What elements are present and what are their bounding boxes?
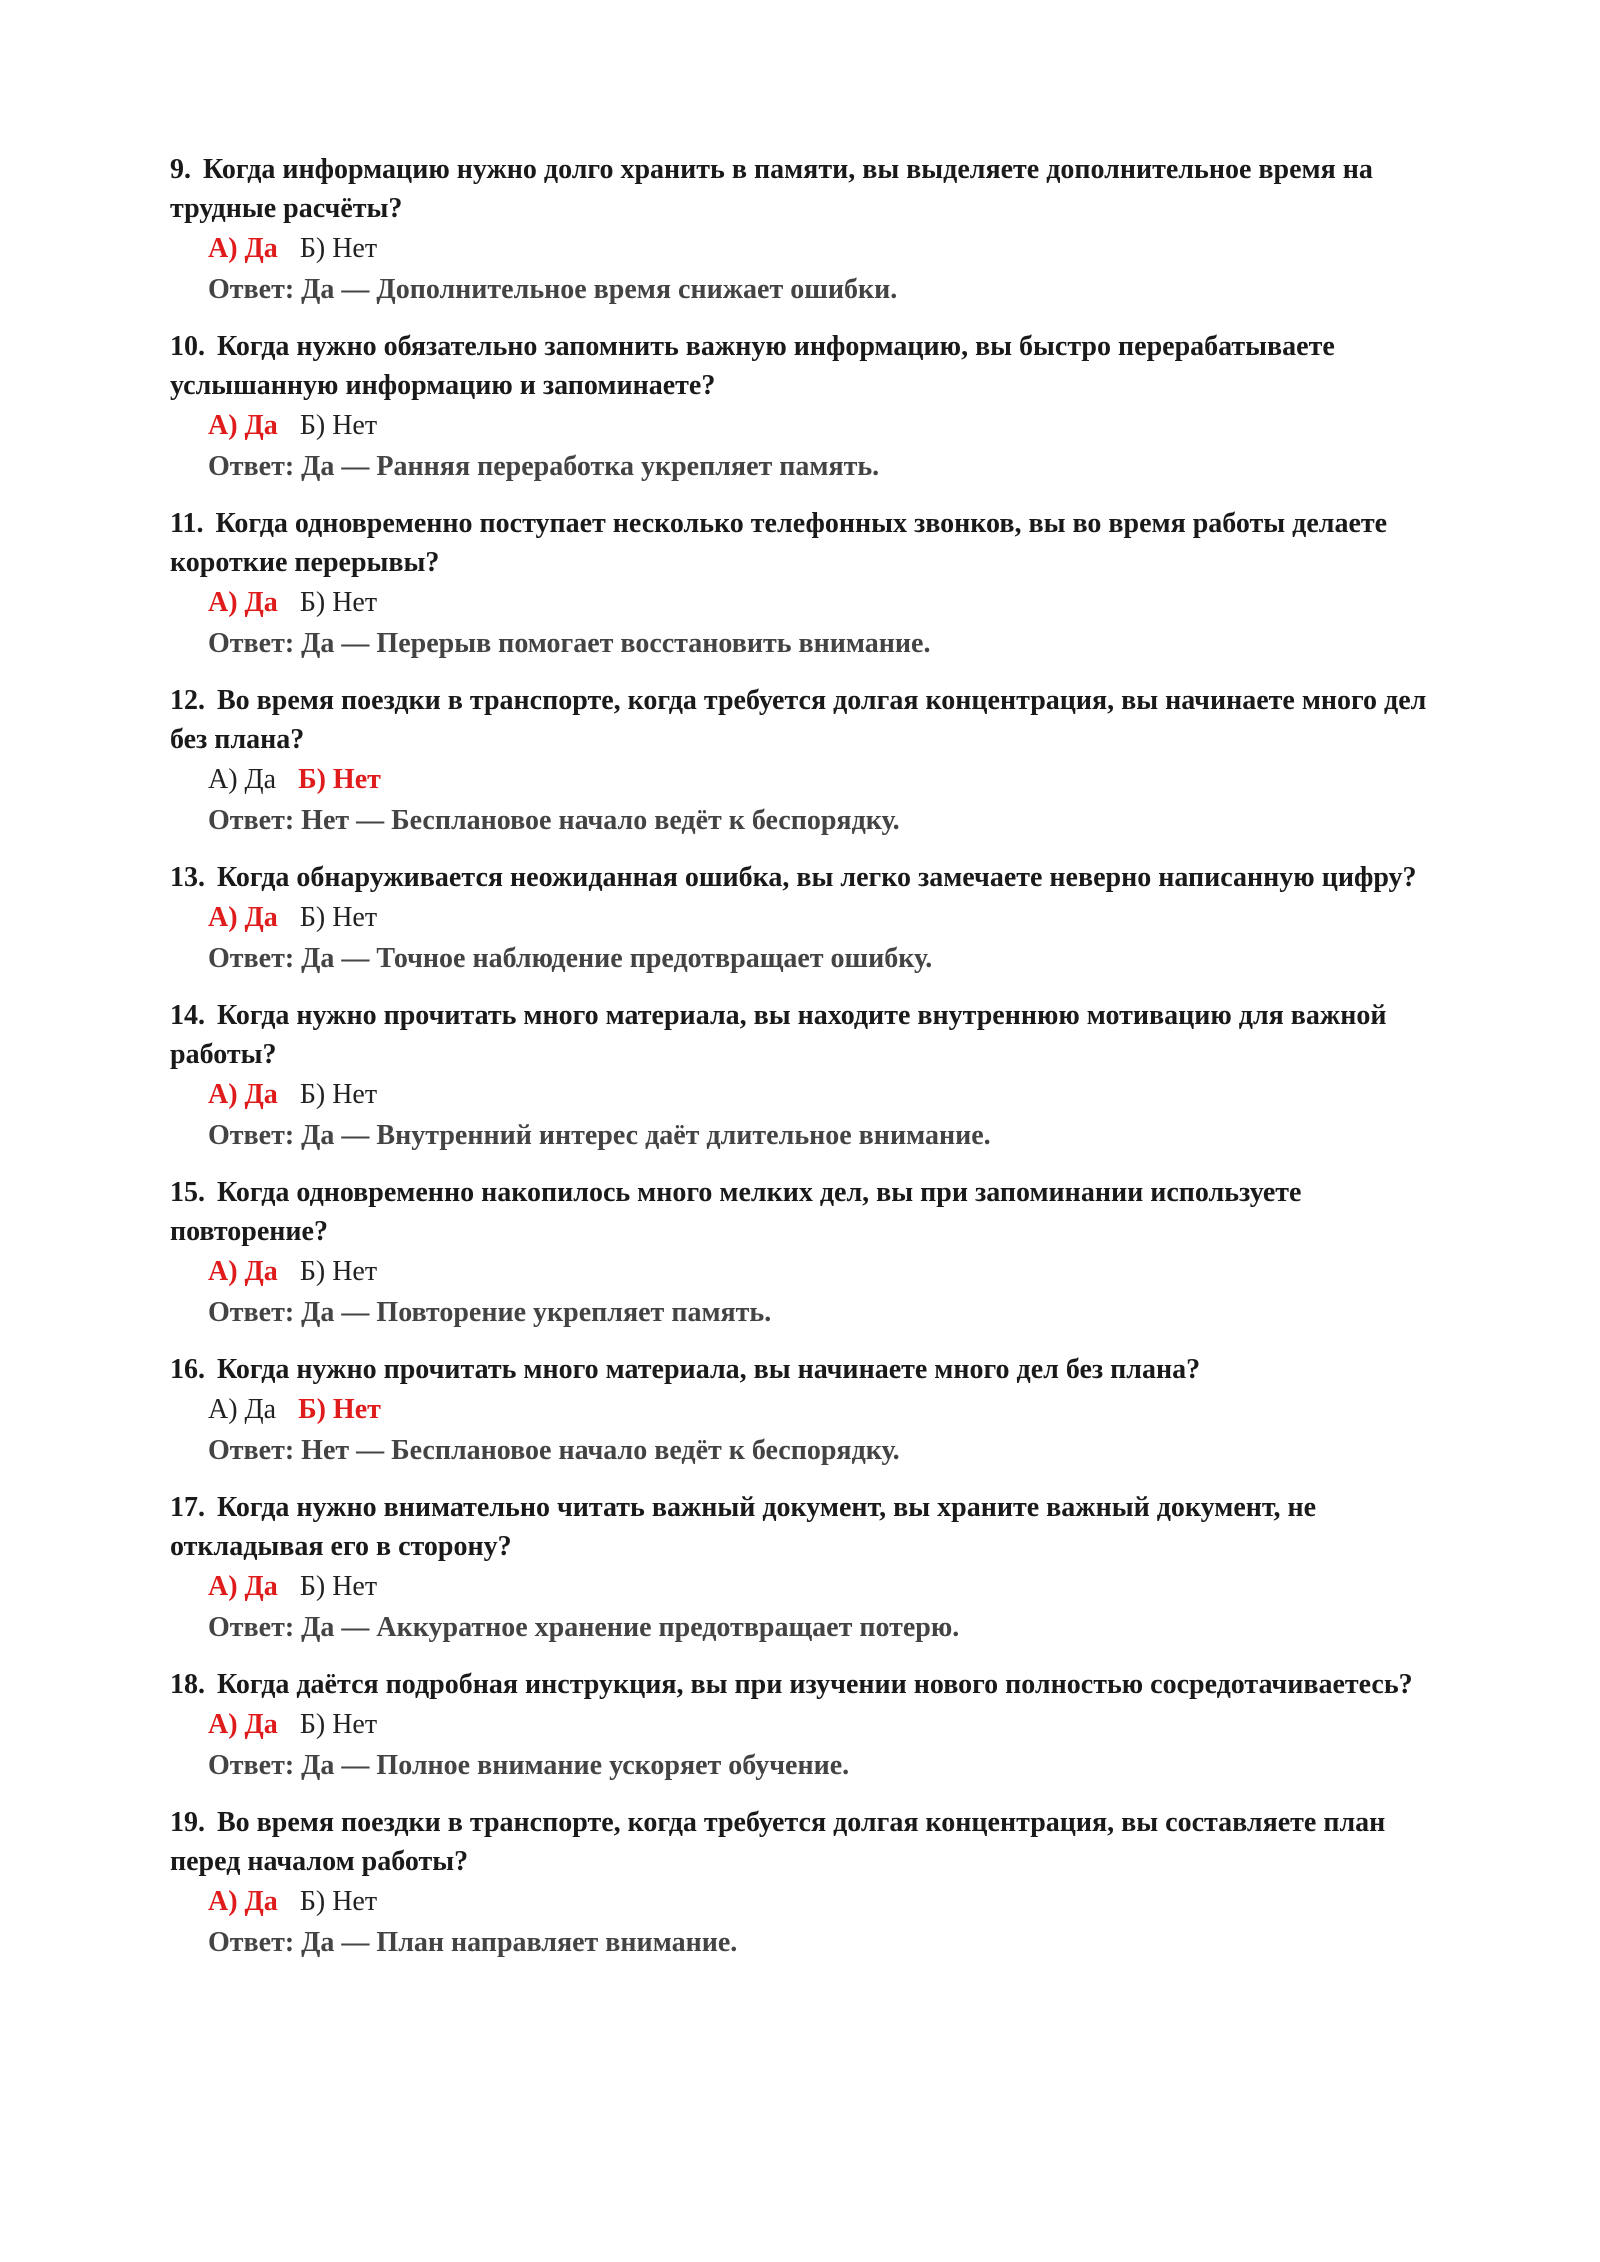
- question-item: [170, 1665, 1440, 1786]
- question-item: [170, 150, 1440, 310]
- question-item: [170, 858, 1440, 979]
- answer-explanation: Ответ: Да — Ранняя переработка укрепляет память.: [208, 451, 880, 482]
- option-b[interactable]: Б) Нет: [299, 1079, 378, 1110]
- question-text: [170, 681, 1440, 759]
- question-item: [170, 504, 1440, 664]
- option-b[interactable]: Б) Нет: [298, 1394, 381, 1425]
- option-b[interactable]: Б) Нет: [299, 1886, 378, 1917]
- question-body: Когда информацию нужно долго хранить в памяти, вы выделяете дополнительное время на трудные расчёты?: [170, 154, 1373, 224]
- question-number: 9.: [170, 154, 191, 185]
- question-number: 19.: [170, 1807, 205, 1838]
- option-b[interactable]: Б) Нет: [299, 902, 378, 933]
- question-text: [170, 1803, 1440, 1881]
- question-number: 18.: [170, 1669, 205, 1700]
- option-b[interactable]: Б) Нет: [299, 1256, 378, 1287]
- answer-explanation: Ответ: Да — Полное внимание ускоряет обучение.: [208, 1750, 850, 1781]
- option-a[interactable]: А) Да: [208, 1571, 278, 1602]
- answer-options: [208, 1704, 1440, 1746]
- option-a[interactable]: А) Да: [208, 1394, 277, 1425]
- answer-explanation: Ответ: Нет — Бесплановое начало ведёт к беспорядку.: [208, 805, 900, 836]
- question-text: [170, 996, 1440, 1074]
- option-b[interactable]: Б) Нет: [299, 410, 378, 441]
- question-text: [170, 858, 1440, 897]
- answer-options: [208, 405, 1440, 447]
- answer-options: [208, 228, 1440, 270]
- question-item: [170, 1173, 1440, 1333]
- option-b[interactable]: Б) Нет: [299, 587, 378, 618]
- option-a[interactable]: А) Да: [208, 1256, 278, 1287]
- option-b[interactable]: Б) Нет: [299, 233, 378, 264]
- question-body: Во время поездки в транспорте, когда требуется долгая концентрация, вы составляете план перед началом работы?: [170, 1807, 1386, 1877]
- question-text: [170, 1350, 1440, 1389]
- question-text: [170, 1173, 1440, 1251]
- answer-explanation: Ответ: Да — План направляет внимание.: [208, 1927, 738, 1958]
- question-body: Когда нужно обязательно запомнить важную информацию, вы быстро перерабатываете услышанную информацию и запоминаете?: [170, 331, 1335, 401]
- answer-options: [208, 582, 1440, 624]
- option-a[interactable]: А) Да: [208, 1079, 278, 1110]
- option-a[interactable]: А) Да: [208, 1886, 278, 1917]
- answer-explanation: Ответ: Нет — Бесплановое начало ведёт к беспорядку.: [208, 1435, 900, 1466]
- question-number: 15.: [170, 1177, 205, 1208]
- question-number: 10.: [170, 331, 205, 362]
- quiz-page: [170, 150, 1440, 1980]
- answer-options: [208, 1566, 1440, 1608]
- question-number: 12.: [170, 685, 205, 716]
- option-a[interactable]: А) Да: [208, 764, 277, 795]
- question-body: Когда одновременно поступает несколько телефонных звонков, вы во время работы делаете короткие перерывы?: [170, 508, 1388, 578]
- option-b[interactable]: Б) Нет: [299, 1709, 378, 1740]
- question-item: [170, 1488, 1440, 1648]
- answer-explanation: Ответ: Да — Повторение укрепляет память.: [208, 1297, 772, 1328]
- answer-explanation: Ответ: Да — Внутренний интерес даёт длительное внимание.: [208, 1120, 991, 1151]
- option-a[interactable]: А) Да: [208, 1709, 278, 1740]
- option-b[interactable]: Б) Нет: [299, 1571, 378, 1602]
- option-a[interactable]: А) Да: [208, 410, 278, 441]
- question-text: [170, 1488, 1440, 1566]
- answer-options: [208, 1074, 1440, 1116]
- question-body: Во время поездки в транспорте, когда требуется долгая концентрация, вы начинаете много дел без плана?: [170, 685, 1427, 755]
- question-item: [170, 327, 1440, 487]
- question-body: Когда нужно прочитать много материала, вы находите внутреннюю мотивацию для важной работы?: [170, 1000, 1387, 1070]
- question-item: [170, 996, 1440, 1156]
- question-item: [170, 681, 1440, 841]
- question-number: 11.: [170, 508, 204, 539]
- answer-explanation: Ответ: Да — Дополнительное время снижает ошибки.: [208, 274, 898, 305]
- option-a[interactable]: А) Да: [208, 902, 278, 933]
- question-item: [170, 1803, 1440, 1963]
- question-text: [170, 150, 1440, 228]
- answer-explanation: Ответ: Да — Точное наблюдение предотвращает ошибку.: [208, 943, 933, 974]
- question-body: Когда нужно внимательно читать важный документ, вы храните важный документ, не откладывая его в сторону?: [170, 1492, 1317, 1562]
- question-text: [170, 1665, 1440, 1704]
- option-a[interactable]: А) Да: [208, 233, 278, 264]
- question-number: 13.: [170, 862, 205, 893]
- answer-options: [208, 1389, 1440, 1431]
- question-item: [170, 1350, 1440, 1471]
- question-number: 14.: [170, 1000, 205, 1031]
- answer-options: [208, 897, 1440, 939]
- question-body: Когда обнаруживается неожиданная ошибка, вы легко замечаете неверно написанную цифру?: [217, 862, 1417, 893]
- option-a[interactable]: А) Да: [208, 587, 278, 618]
- answer-options: [208, 1251, 1440, 1293]
- answer-explanation: Ответ: Да — Перерыв помогает восстановить внимание.: [208, 628, 931, 659]
- question-text: [170, 504, 1440, 582]
- question-body: Когда одновременно накопилось много мелких дел, вы при запоминании используете повторение?: [170, 1177, 1302, 1247]
- answer-options: [208, 759, 1440, 801]
- question-body: Когда даётся подробная инструкция, вы при изучении нового полностью сосредотачиваетесь?: [217, 1669, 1413, 1700]
- question-text: [170, 327, 1440, 405]
- answer-options: [208, 1881, 1440, 1923]
- question-body: Когда нужно прочитать много материала, вы начинаете много дел без плана?: [217, 1354, 1201, 1385]
- option-b[interactable]: Б) Нет: [298, 764, 381, 795]
- answer-explanation: Ответ: Да — Аккуратное хранение предотвращает потерю.: [208, 1612, 960, 1643]
- question-number: 16.: [170, 1354, 205, 1385]
- question-number: 17.: [170, 1492, 205, 1523]
